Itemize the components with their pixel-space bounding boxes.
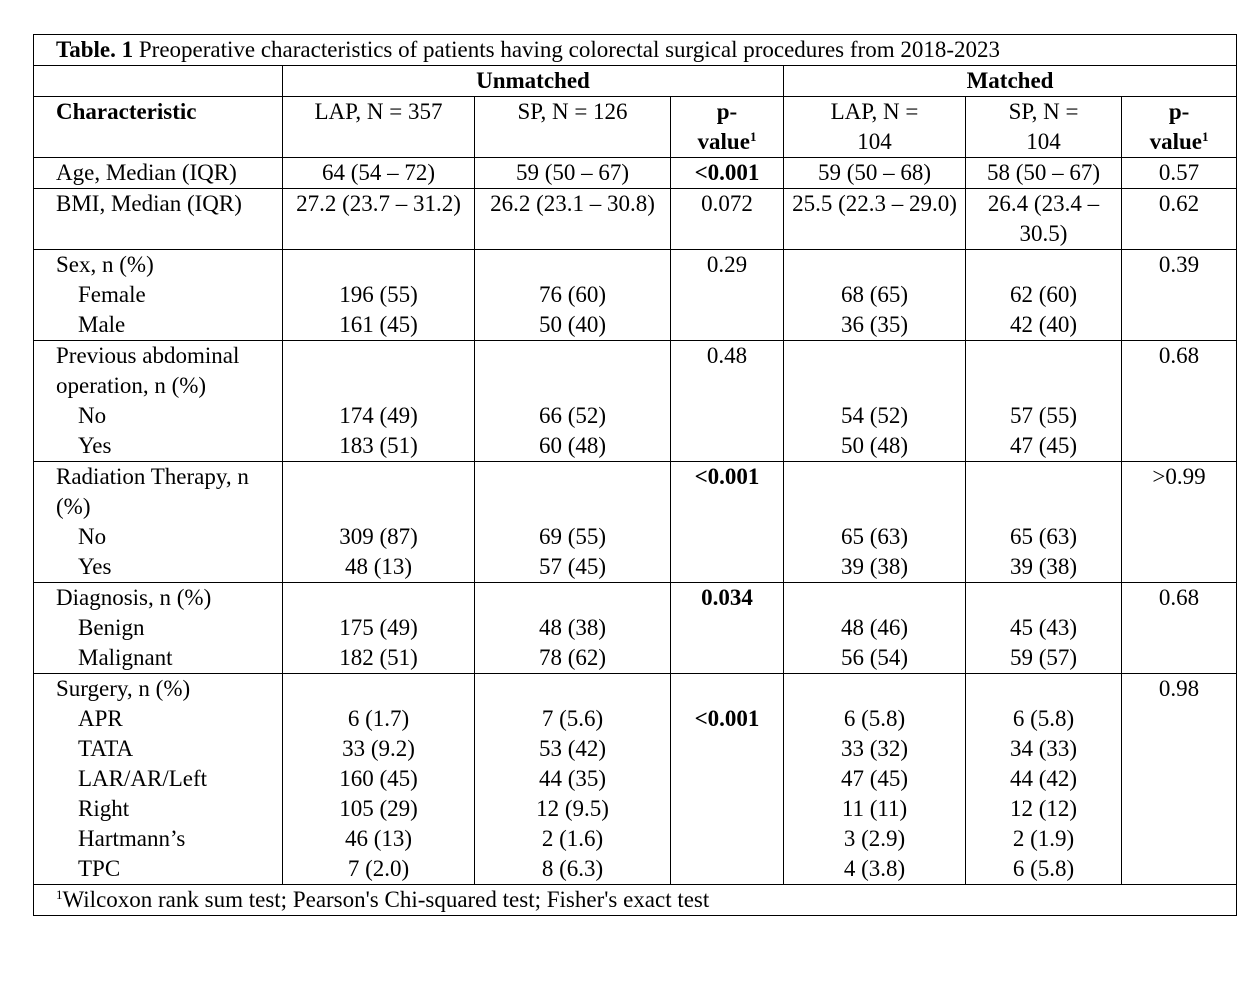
table-cell — [784, 462, 966, 523]
table-cell — [966, 341, 1122, 402]
table-row — [34, 854, 1237, 885]
table-row — [34, 250, 1237, 281]
table-cell: 48 (46) — [784, 613, 966, 643]
table-cell — [475, 250, 671, 281]
table-cell: 161 (45) — [283, 310, 475, 341]
p-value-label: p-value — [1149, 99, 1202, 154]
column-header-p-unmatched — [671, 97, 784, 158]
group-header-matched: Matched — [784, 66, 1237, 97]
table-cell: 6 (5.8) — [966, 704, 1122, 734]
table-cell — [475, 583, 671, 614]
table-cell — [1122, 643, 1237, 674]
row-label: Sex, n (%) — [34, 250, 283, 281]
table-cell — [671, 794, 784, 824]
table-cell: 0.62 — [1122, 189, 1237, 250]
footnote-marker: 1 — [1201, 129, 1209, 144]
table-cell: 2 (1.6) — [475, 824, 671, 854]
table-cell — [1122, 280, 1237, 310]
table-cell — [671, 552, 784, 583]
row-label: Benign — [34, 613, 283, 643]
table-cell — [1122, 764, 1237, 794]
table-cell: <0.001 — [671, 462, 784, 523]
table-cell: 26.2 (23.1 – 30.8) — [475, 189, 671, 250]
table-cell: 33 (32) — [784, 734, 966, 764]
table-cell: 44 (35) — [475, 764, 671, 794]
table-cell: 105 (29) — [283, 794, 475, 824]
column-header-lap-unmatched: LAP, N = 357 — [283, 97, 475, 158]
table-cell — [1122, 431, 1237, 462]
table-cell — [1122, 401, 1237, 431]
table-row — [34, 462, 1237, 523]
row-label: Malignant — [34, 643, 283, 674]
table-row — [34, 613, 1237, 643]
table-cell — [966, 583, 1122, 614]
row-label: LAR/AR/Left — [34, 764, 283, 794]
table-cell — [966, 250, 1122, 281]
table-cell: 69 (55) — [475, 522, 671, 552]
table-row — [34, 643, 1237, 674]
column-header-characteristic: Characteristic — [34, 97, 283, 158]
table-cell — [283, 250, 475, 281]
table-cell: 182 (51) — [283, 643, 475, 674]
table-cell — [283, 341, 475, 402]
table-cell: 0.68 — [1122, 341, 1237, 402]
table-cell — [671, 734, 784, 764]
table-cell: 58 (50 – 67) — [966, 158, 1122, 189]
table-cell: 175 (49) — [283, 613, 475, 643]
table-title-text: Preoperative characteristics of patients having colorectal surgical procedures from 2018-2023 — [133, 37, 1000, 62]
table-cell — [671, 613, 784, 643]
table-title-label: Table. 1 — [56, 37, 134, 62]
table-row — [34, 552, 1237, 583]
table-cell: 65 (63) — [966, 522, 1122, 552]
table-cell: 34 (33) — [966, 734, 1122, 764]
table-cell: 44 (42) — [966, 764, 1122, 794]
table-cell: 3 (2.9) — [784, 824, 966, 854]
group-header-empty — [34, 66, 283, 97]
table-cell: 160 (45) — [283, 764, 475, 794]
column-header-sp-matched: SP, N = 104 — [966, 97, 1122, 158]
row-label: Surgery, n (%) — [34, 674, 283, 705]
table-cell: 12 (9.5) — [475, 794, 671, 824]
group-header-row — [34, 66, 1237, 97]
table-cell: <0.001 — [671, 158, 784, 189]
table-cell: 26.4 (23.4 – 30.5) — [966, 189, 1122, 250]
row-label: Yes — [34, 431, 283, 462]
table-cell — [1122, 704, 1237, 734]
table-cell: 0.39 — [1122, 250, 1237, 281]
table-cell — [1122, 854, 1237, 885]
column-header-lap-matched: LAP, N = 104 — [784, 97, 966, 158]
table-cell: 7 (2.0) — [283, 854, 475, 885]
table-cell: 64 (54 – 72) — [283, 158, 475, 189]
table-cell — [671, 674, 784, 705]
footnote-marker: 1 — [56, 887, 63, 902]
table-cell: 0.072 — [671, 189, 784, 250]
table-cell: 48 (38) — [475, 613, 671, 643]
row-label: Radiation Therapy, n (%) — [34, 462, 283, 523]
table-cell: 183 (51) — [283, 431, 475, 462]
table-cell: 0.98 — [1122, 674, 1237, 705]
table-container — [33, 34, 1237, 916]
table-cell: 42 (40) — [966, 310, 1122, 341]
table-cell: >0.99 — [1122, 462, 1237, 523]
table-cell: 39 (38) — [784, 552, 966, 583]
row-label: No — [34, 522, 283, 552]
table-cell: 62 (60) — [966, 280, 1122, 310]
row-label: Female — [34, 280, 283, 310]
table-cell — [671, 764, 784, 794]
table-cell — [671, 310, 784, 341]
table-cell: 0.29 — [671, 250, 784, 281]
table-cell: 68 (65) — [784, 280, 966, 310]
table-row — [34, 310, 1237, 341]
table-cell: 47 (45) — [784, 764, 966, 794]
table-title — [34, 35, 1237, 66]
row-label: No — [34, 401, 283, 431]
table-cell — [1122, 794, 1237, 824]
table-cell — [1122, 310, 1237, 341]
table-cell: 0.57 — [1122, 158, 1237, 189]
table-cell — [283, 674, 475, 705]
table-cell: 76 (60) — [475, 280, 671, 310]
footnote-row — [34, 885, 1237, 916]
table-cell — [784, 250, 966, 281]
table-cell: 59 (50 – 67) — [475, 158, 671, 189]
table-body — [34, 158, 1237, 885]
table-cell: 4 (3.8) — [784, 854, 966, 885]
table-cell: 174 (49) — [283, 401, 475, 431]
table-row — [34, 522, 1237, 552]
table-cell — [283, 583, 475, 614]
table-cell: 47 (45) — [966, 431, 1122, 462]
table-row — [34, 674, 1237, 705]
table-cell — [784, 341, 966, 402]
table-cell: 57 (45) — [475, 552, 671, 583]
table-footnote — [34, 885, 1237, 916]
table-cell — [784, 674, 966, 705]
row-label: TATA — [34, 734, 283, 764]
table-row — [34, 824, 1237, 854]
table-row — [34, 764, 1237, 794]
table-cell: 59 (57) — [966, 643, 1122, 674]
table-row — [34, 158, 1237, 189]
table-cell: 36 (35) — [784, 310, 966, 341]
table-cell: 25.5 (22.3 – 29.0) — [784, 189, 966, 250]
table-row — [34, 794, 1237, 824]
table-cell — [475, 674, 671, 705]
table-cell: 45 (43) — [966, 613, 1122, 643]
table-cell: 48 (13) — [283, 552, 475, 583]
table-row — [34, 401, 1237, 431]
row-label: Previous abdominal operation, n (%) — [34, 341, 283, 402]
table-row — [34, 341, 1237, 402]
table-cell: 78 (62) — [475, 643, 671, 674]
table-cell — [784, 583, 966, 614]
column-header-p-matched — [1122, 97, 1237, 158]
footnote-text: Wilcoxon rank sum test; Pearson's Chi-squared test; Fisher's exact test — [62, 887, 710, 912]
table-cell: 50 (40) — [475, 310, 671, 341]
table-cell — [671, 643, 784, 674]
table-cell — [283, 462, 475, 523]
table-cell: 33 (9.2) — [283, 734, 475, 764]
table-cell: 60 (48) — [475, 431, 671, 462]
row-label: Yes — [34, 552, 283, 583]
table-cell: 65 (63) — [784, 522, 966, 552]
table-cell — [1122, 734, 1237, 764]
table-cell — [671, 522, 784, 552]
row-label: Age, Median (IQR) — [34, 158, 283, 189]
footnote-marker: 1 — [749, 129, 757, 144]
group-header-unmatched: Unmatched — [283, 66, 784, 97]
table-cell: 7 (5.6) — [475, 704, 671, 734]
table-cell — [671, 280, 784, 310]
table-row — [34, 280, 1237, 310]
table-cell: 56 (54) — [784, 643, 966, 674]
table-row — [34, 189, 1237, 250]
table-cell — [671, 431, 784, 462]
table-cell: 6 (1.7) — [283, 704, 475, 734]
table-cell — [671, 824, 784, 854]
row-label: Diagnosis, n (%) — [34, 583, 283, 614]
preoperative-characteristics-table — [33, 34, 1237, 916]
table-cell — [475, 462, 671, 523]
table-cell: 54 (52) — [784, 401, 966, 431]
table-row — [34, 583, 1237, 614]
table-cell — [1122, 552, 1237, 583]
table-cell: 2 (1.9) — [966, 824, 1122, 854]
p-value-label: p-value — [697, 99, 750, 154]
table-cell: 0.48 — [671, 341, 784, 402]
table-cell: 57 (55) — [966, 401, 1122, 431]
table-cell: 46 (13) — [283, 824, 475, 854]
row-label: APR — [34, 704, 283, 734]
table-cell: 0.68 — [1122, 583, 1237, 614]
table-cell — [966, 674, 1122, 705]
table-cell: <0.001 — [671, 704, 784, 734]
table-cell: 6 (5.8) — [966, 854, 1122, 885]
table-cell — [966, 462, 1122, 523]
table-cell — [1122, 522, 1237, 552]
table-cell: 309 (87) — [283, 522, 475, 552]
column-header-sp-unmatched: SP, N = 126 — [475, 97, 671, 158]
row-label: Right — [34, 794, 283, 824]
table-cell: 50 (48) — [784, 431, 966, 462]
table-cell: 53 (42) — [475, 734, 671, 764]
column-header-row — [34, 97, 1237, 158]
table-cell: 196 (55) — [283, 280, 475, 310]
row-label: TPC — [34, 854, 283, 885]
table-cell — [1122, 613, 1237, 643]
table-cell: 8 (6.3) — [475, 854, 671, 885]
table-cell: 66 (52) — [475, 401, 671, 431]
table-row — [34, 431, 1237, 462]
row-label: Hartmann’s — [34, 824, 283, 854]
table-cell: 6 (5.8) — [784, 704, 966, 734]
row-label: BMI, Median (IQR) — [34, 189, 283, 250]
table-row — [34, 704, 1237, 734]
table-cell: 11 (11) — [784, 794, 966, 824]
table-cell — [671, 401, 784, 431]
title-row — [34, 35, 1237, 66]
table-cell — [671, 854, 784, 885]
row-label: Male — [34, 310, 283, 341]
table-cell: 12 (12) — [966, 794, 1122, 824]
table-cell — [475, 341, 671, 402]
table-row — [34, 734, 1237, 764]
table-cell — [1122, 824, 1237, 854]
table-cell: 39 (38) — [966, 552, 1122, 583]
table-cell: 0.034 — [671, 583, 784, 614]
table-cell: 27.2 (23.7 – 31.2) — [283, 189, 475, 250]
table-cell: 59 (50 – 68) — [784, 158, 966, 189]
